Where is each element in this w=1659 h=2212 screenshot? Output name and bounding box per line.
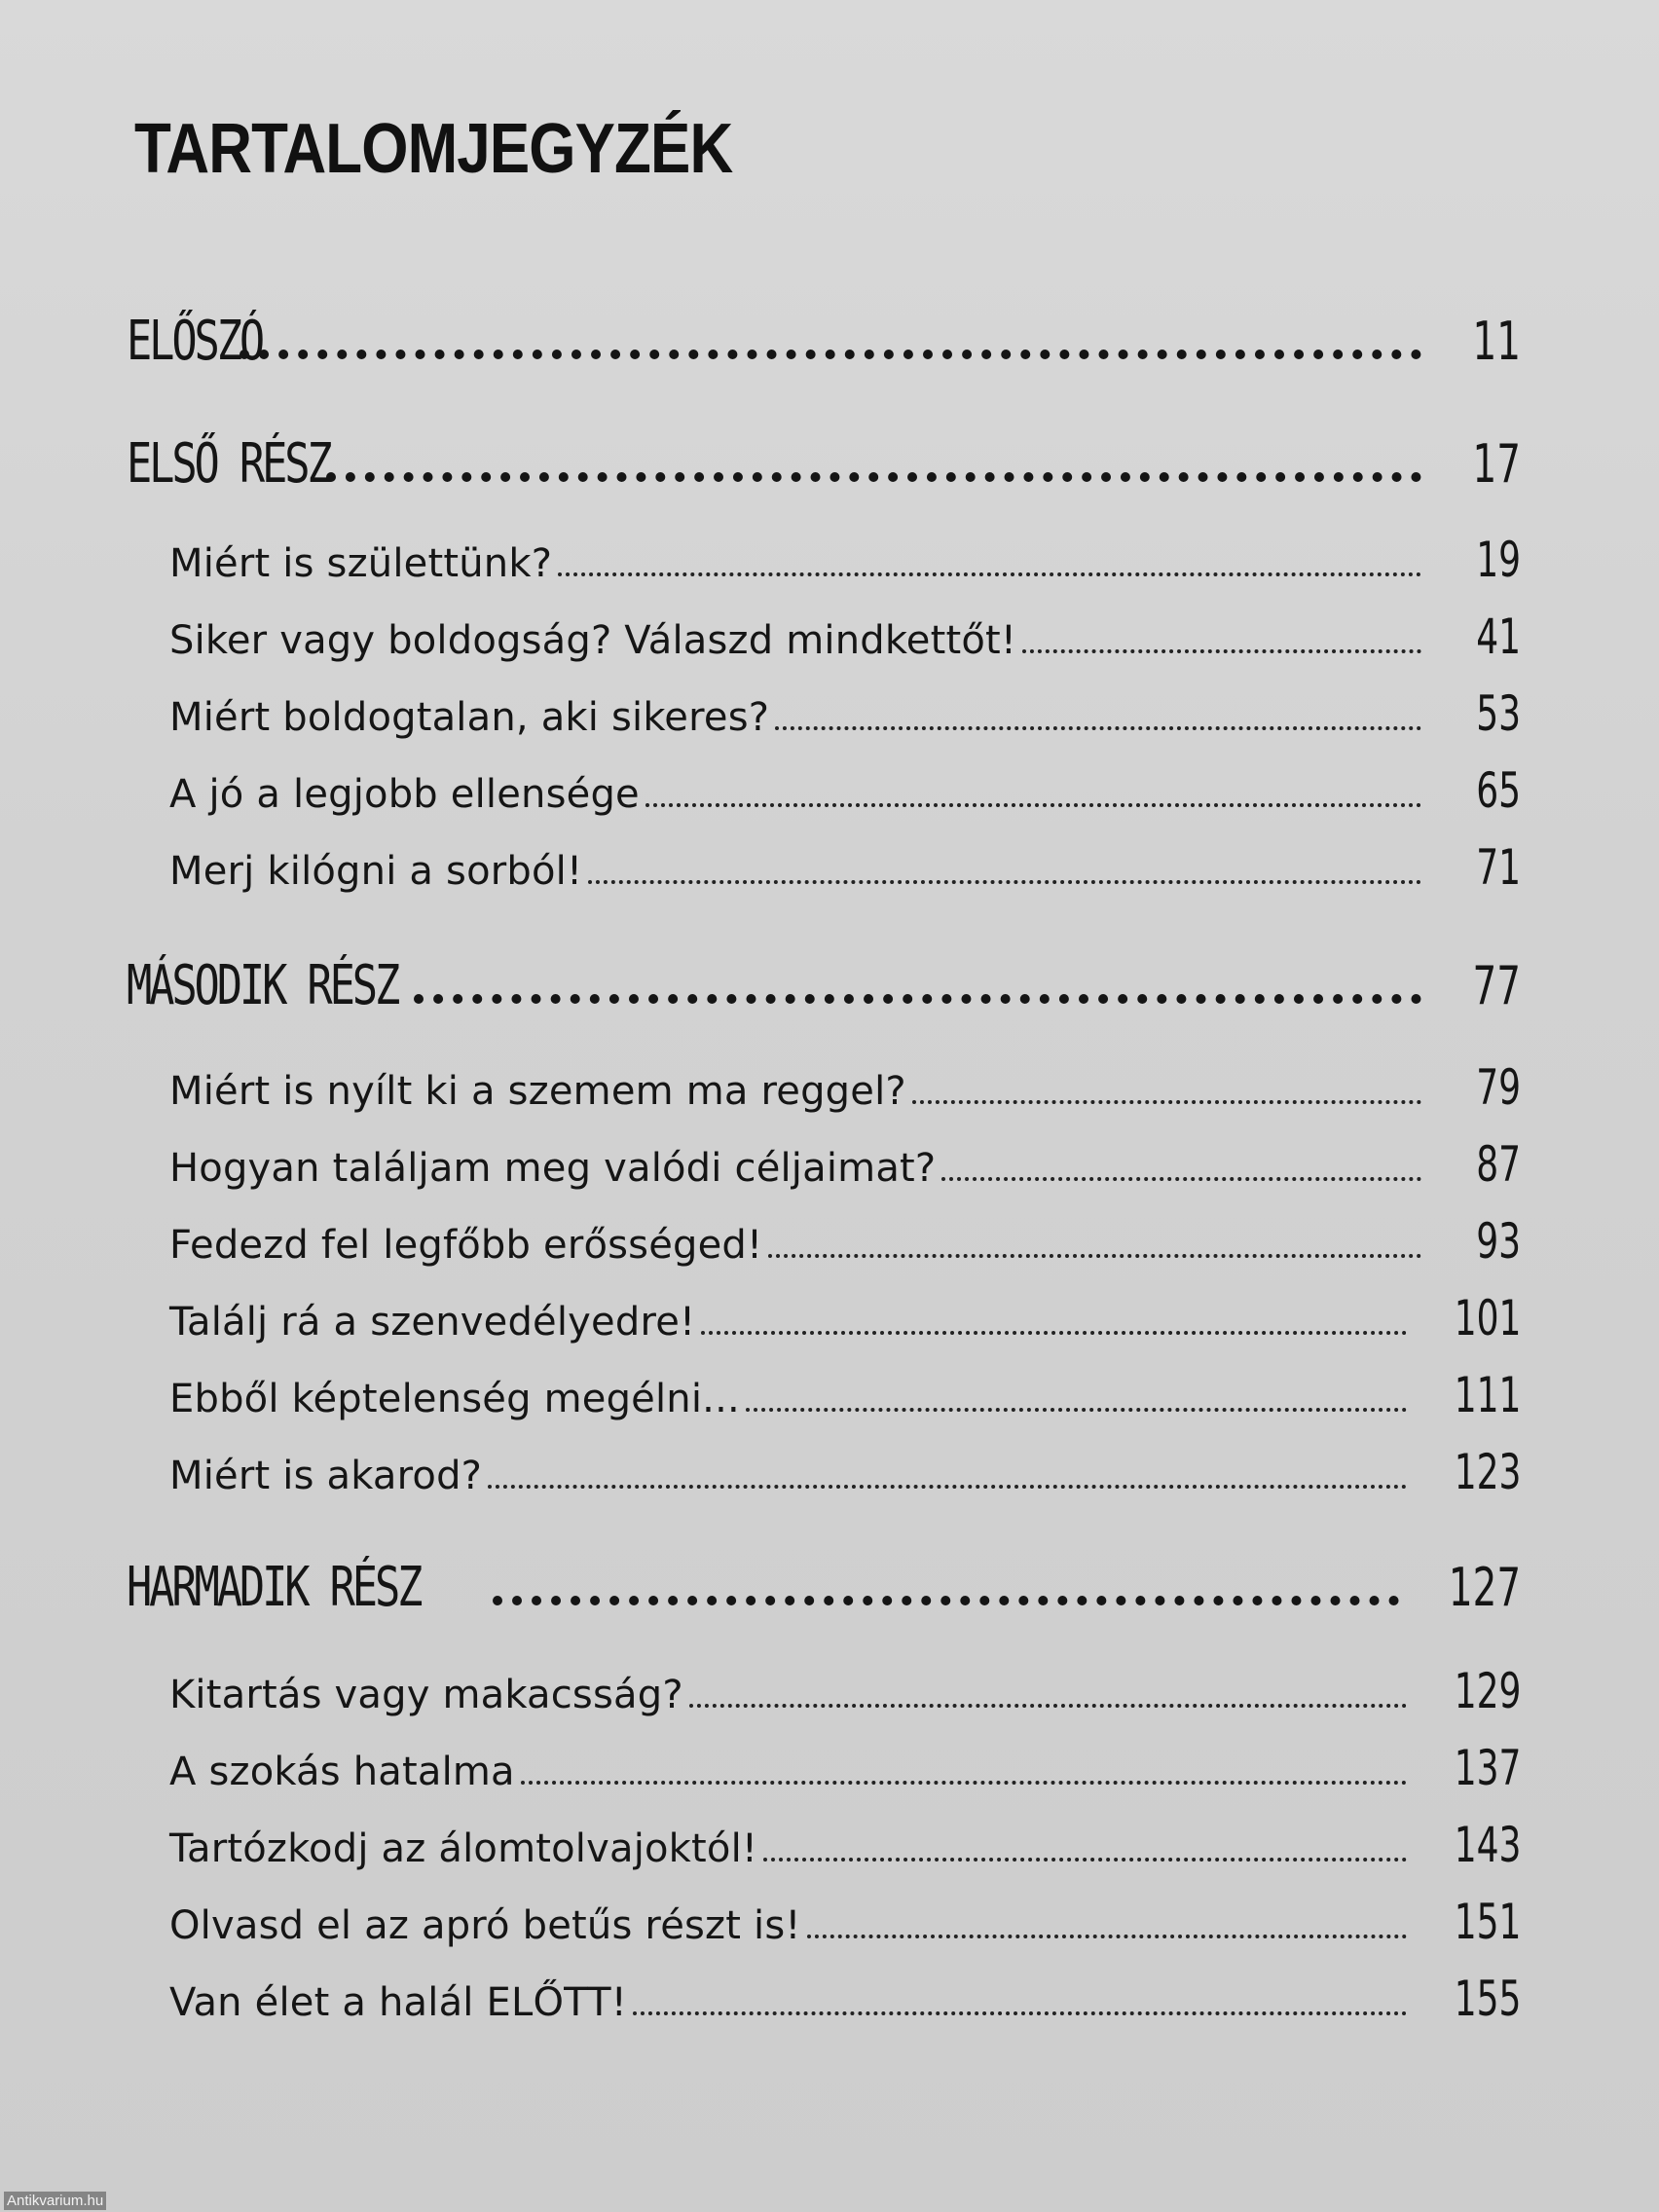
toc-page-number: 111 <box>1454 1367 1521 1423</box>
toc-page-number: 143 <box>1454 1817 1521 1873</box>
toc-chapter <box>169 1817 1521 1873</box>
toc-chapter-label: Merj kilógni a sorból! <box>169 849 583 894</box>
toc-chapter-label: A jó a legjobb ellensége <box>169 772 640 817</box>
toc-page-number: 127 <box>1448 1557 1521 1618</box>
toc-page-number: 123 <box>1454 1444 1521 1500</box>
dot-leader <box>775 720 1421 730</box>
toc-chapter-label: Olvasd el az apró betűs részt is! <box>169 1903 801 1948</box>
dot-leader <box>588 874 1421 884</box>
toc-part-two <box>127 954 1521 1017</box>
dot-leader <box>633 2006 1407 2015</box>
toc-chapter-label: Ebből képtelenség megélni... <box>169 1377 740 1421</box>
dot-leader <box>414 982 1421 1004</box>
toc-chapter <box>169 1444 1521 1500</box>
toc-page-number: 155 <box>1454 1971 1521 2027</box>
toc-chapter <box>169 1740 1521 1796</box>
toc-page-number: 11 <box>1472 311 1521 372</box>
toc-chapter-label: Siker vagy boldogság? Válaszd mindkettőt! <box>169 618 1017 663</box>
dot-leader <box>763 1852 1406 1862</box>
toc-chapter-label: Fedezd fel legfőbb erősséged! <box>169 1223 763 1268</box>
toc-page-number: 17 <box>1472 433 1521 495</box>
dot-leader <box>326 461 1421 482</box>
dot-leader <box>807 1929 1407 1938</box>
dot-leader <box>746 1402 1407 1412</box>
dot-leader <box>645 797 1421 807</box>
toc-chapter <box>169 1894 1521 1950</box>
toc-chapter <box>169 532 1521 588</box>
toc-chapter-label: Tartózkodj az álomtolvajoktól! <box>169 1826 758 1871</box>
dot-leader <box>558 567 1421 576</box>
dot-leader <box>768 1248 1421 1258</box>
page-title: TARTALOMJEGYZÉK <box>134 110 733 188</box>
toc-page-number: 53 <box>1476 685 1521 742</box>
toc-chapter <box>169 1367 1521 1423</box>
toc-page-number: 65 <box>1476 762 1521 819</box>
dot-leader <box>941 1171 1421 1181</box>
toc-chapter-label: A szokás hatalma <box>169 1750 515 1794</box>
dot-leader <box>521 1775 1407 1785</box>
toc-chapter-label: Kitartás vagy makacsság? <box>169 1673 683 1717</box>
toc-chapter <box>169 1290 1521 1346</box>
toc-chapter <box>169 839 1521 896</box>
toc-page-number: 151 <box>1454 1894 1521 1950</box>
toc-chapter-label: Miért is akarod? <box>169 1454 483 1498</box>
toc-page-number: 93 <box>1476 1213 1521 1270</box>
dot-leader <box>488 1479 1406 1489</box>
toc-part-label: ELSŐ RÉSZ <box>127 432 330 496</box>
dot-leader <box>701 1325 1406 1335</box>
toc-chapter <box>169 1213 1521 1270</box>
toc-page-number: 19 <box>1476 532 1521 588</box>
toc-part-label: MÁSODIK RÉSZ <box>127 954 398 1017</box>
toc-chapter <box>169 1136 1521 1193</box>
toc-page-number: 129 <box>1454 1663 1521 1719</box>
toc-page-number: 71 <box>1476 839 1521 896</box>
toc-part-foreword <box>127 310 1521 373</box>
toc-page-number: 41 <box>1476 608 1521 665</box>
toc-part-one <box>127 432 1521 496</box>
dot-leader <box>912 1094 1421 1104</box>
toc-part-three <box>127 1556 1521 1619</box>
toc-page-number: 77 <box>1472 955 1521 1016</box>
toc-page-number: 101 <box>1454 1290 1521 1346</box>
toc-chapter-label: Van élet a halál ELŐTT! <box>169 1980 627 2025</box>
toc-page-number: 79 <box>1476 1059 1521 1116</box>
toc-chapter-label: Miért boldogtalan, aki sikeres? <box>169 695 770 740</box>
toc-page-number: 87 <box>1476 1136 1521 1193</box>
toc-chapter-label: Miért is nyílt ki a szemem ma reggel? <box>169 1069 906 1114</box>
toc-chapter <box>169 608 1521 665</box>
toc-page-number: 137 <box>1454 1740 1521 1796</box>
dot-leader <box>689 1698 1407 1708</box>
toc-chapter <box>169 1971 1521 2027</box>
toc-part-label: ELŐSZÓ <box>127 310 263 373</box>
toc-chapter-label: Miért is születtünk? <box>169 541 553 586</box>
toc-chapter <box>169 1059 1521 1116</box>
toc-part-label: HARMADIK RÉSZ <box>127 1556 421 1619</box>
dot-leader <box>493 1584 1399 1605</box>
dot-leader <box>240 338 1421 359</box>
toc-chapter <box>169 1663 1521 1719</box>
toc-chapter <box>169 685 1521 742</box>
toc-chapter-label: Találj rá a szenvedélyedre! <box>169 1300 696 1345</box>
dot-leader <box>1022 644 1421 653</box>
watermark: Antikvarium.hu <box>4 2192 106 2210</box>
toc-chapter <box>169 762 1521 819</box>
toc-chapter-label: Hogyan találjam meg valódi céljaimat? <box>169 1146 937 1191</box>
